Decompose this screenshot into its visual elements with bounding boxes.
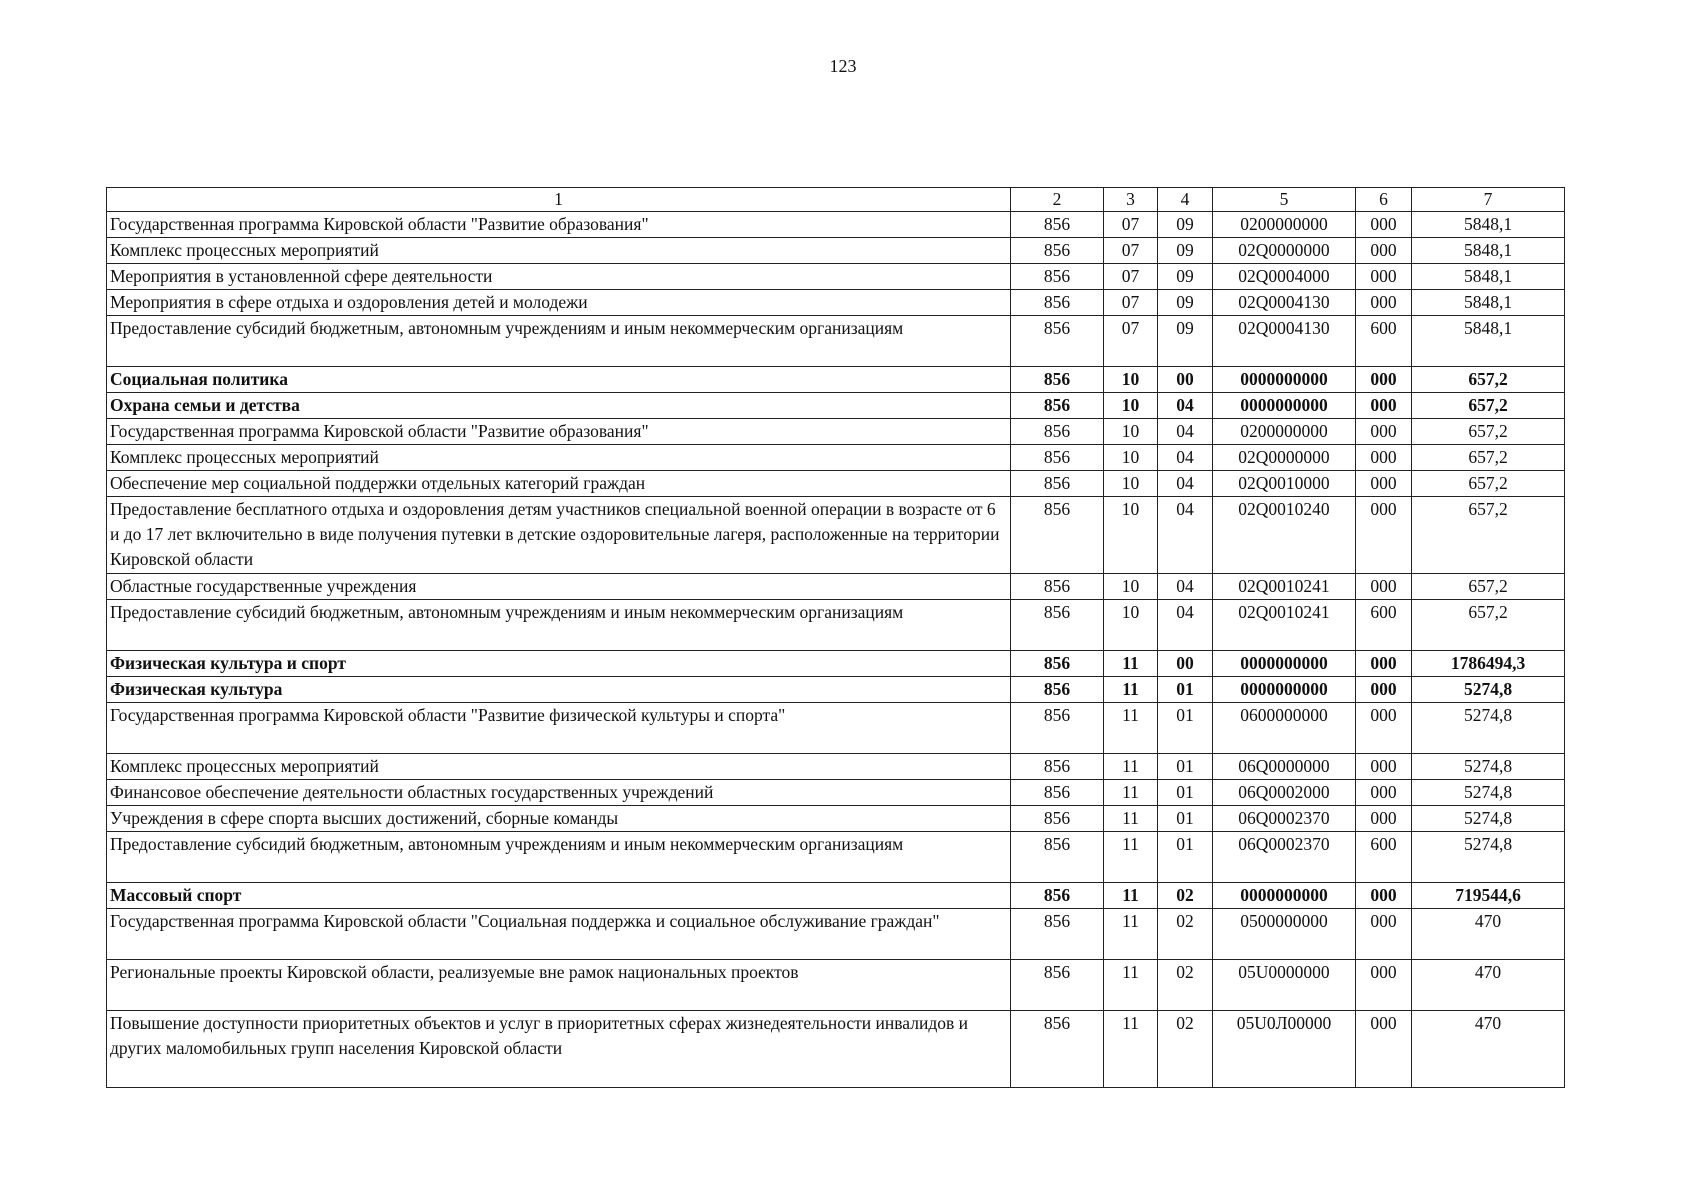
cell-col-5: 0600000000 [1213, 703, 1356, 754]
cell-col-6: 000 [1356, 703, 1412, 754]
cell-col-4: 02 [1158, 909, 1213, 960]
cell-col-4: 04 [1158, 471, 1213, 497]
cell-col-6: 000 [1356, 212, 1412, 238]
cell-col-2: 856 [1011, 445, 1104, 471]
cell-col-6: 000 [1356, 290, 1412, 316]
cell-col-6: 000 [1356, 419, 1412, 445]
row-name-cell: Финансовое обеспечение деятельности областных государственных учреждений [107, 780, 1011, 806]
row-name-cell: Государственная программа Кировской области "Социальная поддержка и социальное обслуживание граждан" [107, 909, 1011, 960]
cell-col-6: 000 [1356, 1011, 1412, 1088]
header-cell: 6 [1356, 188, 1412, 212]
table-row [107, 677, 1565, 703]
table-row [107, 574, 1565, 600]
cell-col-2: 856 [1011, 471, 1104, 497]
row-name-cell: Мероприятия в установленной сфере деятельности [107, 264, 1011, 290]
cell-col-6: 000 [1356, 264, 1412, 290]
cell-col-4: 09 [1158, 238, 1213, 264]
cell-col-5: 02Q0010241 [1213, 574, 1356, 600]
row-name-cell: Предоставление субсидий бюджетным, автономным учреждениям и иным некоммерческим организациям [107, 832, 1011, 883]
table-row [107, 445, 1565, 471]
cell-col-7: 657,2 [1412, 445, 1565, 471]
table-row [107, 393, 1565, 419]
cell-col-4: 09 [1158, 212, 1213, 238]
table-header-row [107, 188, 1565, 212]
row-name-cell: Региональные проекты Кировской области, реализуемые вне рамок национальных проектов [107, 960, 1011, 1011]
cell-col-3: 11 [1104, 883, 1158, 909]
cell-col-2: 856 [1011, 909, 1104, 960]
cell-col-5: 05U0000000 [1213, 960, 1356, 1011]
cell-col-3: 07 [1104, 238, 1158, 264]
cell-col-5: 0200000000 [1213, 212, 1356, 238]
cell-col-6: 600 [1356, 316, 1412, 367]
cell-col-4: 04 [1158, 497, 1213, 574]
cell-col-6: 000 [1356, 367, 1412, 393]
cell-col-3: 11 [1104, 832, 1158, 883]
cell-col-3: 10 [1104, 367, 1158, 393]
cell-col-2: 856 [1011, 497, 1104, 574]
cell-col-4: 01 [1158, 806, 1213, 832]
cell-col-6: 000 [1356, 883, 1412, 909]
cell-col-3: 10 [1104, 419, 1158, 445]
cell-col-5: 0000000000 [1213, 651, 1356, 677]
cell-col-3: 07 [1104, 212, 1158, 238]
table-row [107, 600, 1565, 651]
cell-col-6: 600 [1356, 600, 1412, 651]
cell-col-2: 856 [1011, 367, 1104, 393]
cell-col-7: 5848,1 [1412, 212, 1565, 238]
table-row [107, 497, 1565, 574]
cell-col-3: 10 [1104, 574, 1158, 600]
cell-col-7: 5848,1 [1412, 290, 1565, 316]
cell-col-5: 06Q0002370 [1213, 806, 1356, 832]
cell-col-3: 10 [1104, 497, 1158, 574]
cell-col-6: 000 [1356, 754, 1412, 780]
cell-col-7: 470 [1412, 1011, 1565, 1088]
row-name-cell: Мероприятия в сфере отдыха и оздоровления детей и молодежи [107, 290, 1011, 316]
cell-col-5: 0000000000 [1213, 883, 1356, 909]
row-name-cell: Государственная программа Кировской области "Развитие образования" [107, 419, 1011, 445]
cell-col-5: 02Q0000000 [1213, 445, 1356, 471]
cell-col-2: 856 [1011, 1011, 1104, 1088]
cell-col-4: 01 [1158, 703, 1213, 754]
cell-col-6: 000 [1356, 445, 1412, 471]
cell-col-7: 657,2 [1412, 419, 1565, 445]
cell-col-3: 11 [1104, 754, 1158, 780]
cell-col-3: 10 [1104, 471, 1158, 497]
cell-col-7: 657,2 [1412, 471, 1565, 497]
cell-col-6: 000 [1356, 651, 1412, 677]
cell-col-7: 470 [1412, 960, 1565, 1011]
cell-col-6: 000 [1356, 238, 1412, 264]
cell-col-7: 5848,1 [1412, 316, 1565, 367]
cell-col-3: 11 [1104, 703, 1158, 754]
row-name-cell: Государственная программа Кировской области "Развитие физической культуры и спорта" [107, 703, 1011, 754]
cell-col-3: 10 [1104, 445, 1158, 471]
cell-col-6: 000 [1356, 677, 1412, 703]
cell-col-3: 07 [1104, 264, 1158, 290]
row-name-cell: Предоставление субсидий бюджетным, автономным учреждениям и иным некоммерческим организациям [107, 600, 1011, 651]
header-cell: 2 [1011, 188, 1104, 212]
header-cell: 5 [1213, 188, 1356, 212]
row-name-cell: Физическая культура и спорт [107, 651, 1011, 677]
header-cell: 4 [1158, 188, 1213, 212]
cell-col-4: 00 [1158, 651, 1213, 677]
cell-col-2: 856 [1011, 316, 1104, 367]
table-row [107, 703, 1565, 754]
cell-col-6: 000 [1356, 780, 1412, 806]
cell-col-4: 04 [1158, 600, 1213, 651]
cell-col-2: 856 [1011, 290, 1104, 316]
cell-col-4: 02 [1158, 960, 1213, 1011]
cell-col-6: 600 [1356, 832, 1412, 883]
cell-col-3: 07 [1104, 316, 1158, 367]
cell-col-6: 000 [1356, 574, 1412, 600]
budget-table [106, 187, 1565, 1088]
cell-col-2: 856 [1011, 832, 1104, 883]
cell-col-6: 000 [1356, 393, 1412, 419]
header-cell: 3 [1104, 188, 1158, 212]
cell-col-5: 02Q0010240 [1213, 497, 1356, 574]
cell-col-2: 856 [1011, 780, 1104, 806]
cell-col-7: 5848,1 [1412, 264, 1565, 290]
cell-col-7: 5274,8 [1412, 677, 1565, 703]
table-row [107, 471, 1565, 497]
cell-col-2: 856 [1011, 393, 1104, 419]
header-cell: 1 [107, 188, 1011, 212]
table-row [107, 832, 1565, 883]
table-row [107, 367, 1565, 393]
cell-col-5: 0200000000 [1213, 419, 1356, 445]
header-cell: 7 [1412, 188, 1565, 212]
cell-col-5: 0500000000 [1213, 909, 1356, 960]
cell-col-3: 07 [1104, 290, 1158, 316]
cell-col-3: 10 [1104, 600, 1158, 651]
cell-col-6: 000 [1356, 806, 1412, 832]
cell-col-7: 5274,8 [1412, 806, 1565, 832]
cell-col-2: 856 [1011, 574, 1104, 600]
table-row [107, 238, 1565, 264]
row-name-cell: Предоставление бесплатного отдыха и оздоровления детям участников специальной военной операции в возрасте от 6 и до 17 лет включительно в виде получения путевки в детские оздоровительные лагеря, расположенные на территории Кировской области [107, 497, 1011, 574]
cell-col-2: 856 [1011, 212, 1104, 238]
cell-col-5: 05U0Л00000 [1213, 1011, 1356, 1088]
cell-col-4: 09 [1158, 290, 1213, 316]
row-name-cell: Физическая культура [107, 677, 1011, 703]
cell-col-7: 657,2 [1412, 367, 1565, 393]
row-name-cell: Государственная программа Кировской области "Развитие образования" [107, 212, 1011, 238]
table-row [107, 264, 1565, 290]
cell-col-5: 02Q0010000 [1213, 471, 1356, 497]
row-name-cell: Областные государственные учреждения [107, 574, 1011, 600]
cell-col-5: 0000000000 [1213, 367, 1356, 393]
cell-col-4: 04 [1158, 419, 1213, 445]
cell-col-7: 1786494,3 [1412, 651, 1565, 677]
row-name-cell: Комплекс процессных мероприятий [107, 238, 1011, 264]
cell-col-3: 10 [1104, 393, 1158, 419]
cell-col-2: 856 [1011, 754, 1104, 780]
cell-col-5: 02Q0004000 [1213, 264, 1356, 290]
row-name-cell: Повышение доступности приоритетных объектов и услуг в приоритетных сферах жизнедеятельности инвалидов и других маломобильных групп населения Кировской области [107, 1011, 1011, 1088]
page-number: 123 [829, 56, 857, 76]
cell-col-2: 856 [1011, 264, 1104, 290]
cell-col-6: 000 [1356, 909, 1412, 960]
cell-col-2: 856 [1011, 703, 1104, 754]
table-row [107, 883, 1565, 909]
table-row [107, 909, 1565, 960]
cell-col-2: 856 [1011, 883, 1104, 909]
cell-col-4: 04 [1158, 445, 1213, 471]
cell-col-5: 02Q0004130 [1213, 290, 1356, 316]
cell-col-4: 04 [1158, 574, 1213, 600]
row-name-cell: Массовый спорт [107, 883, 1011, 909]
table-row [107, 806, 1565, 832]
cell-col-4: 02 [1158, 1011, 1213, 1088]
cell-col-6: 000 [1356, 471, 1412, 497]
table-row [107, 960, 1565, 1011]
cell-col-4: 02 [1158, 883, 1213, 909]
cell-col-6: 000 [1356, 497, 1412, 574]
table-body [107, 188, 1565, 1088]
cell-col-5: 02Q0004130 [1213, 316, 1356, 367]
cell-col-2: 856 [1011, 419, 1104, 445]
cell-col-2: 856 [1011, 651, 1104, 677]
cell-col-7: 5274,8 [1412, 754, 1565, 780]
cell-col-7: 5274,8 [1412, 703, 1565, 754]
cell-col-5: 06Q0002000 [1213, 780, 1356, 806]
row-name-cell: Социальная политика [107, 367, 1011, 393]
cell-col-3: 11 [1104, 651, 1158, 677]
cell-col-2: 856 [1011, 806, 1104, 832]
row-name-cell: Учреждения в сфере спорта высших достижений, сборные команды [107, 806, 1011, 832]
cell-col-4: 04 [1158, 393, 1213, 419]
table-row [107, 212, 1565, 238]
cell-col-4: 01 [1158, 832, 1213, 883]
cell-col-3: 11 [1104, 677, 1158, 703]
table-row [107, 1011, 1565, 1088]
cell-col-4: 01 [1158, 780, 1213, 806]
row-name-cell: Предоставление субсидий бюджетным, автономным учреждениям и иным некоммерческим организациям [107, 316, 1011, 367]
cell-col-3: 11 [1104, 780, 1158, 806]
row-name-cell: Обеспечение мер социальной поддержки отдельных категорий граждан [107, 471, 1011, 497]
cell-col-7: 5274,8 [1412, 832, 1565, 883]
row-name-cell: Комплекс процессных мероприятий [107, 754, 1011, 780]
table-row [107, 419, 1565, 445]
cell-col-4: 09 [1158, 264, 1213, 290]
cell-col-4: 01 [1158, 677, 1213, 703]
cell-col-5: 0000000000 [1213, 393, 1356, 419]
cell-col-5: 02Q0000000 [1213, 238, 1356, 264]
cell-col-4: 01 [1158, 754, 1213, 780]
table-row [107, 290, 1565, 316]
cell-col-2: 856 [1011, 600, 1104, 651]
cell-col-7: 5274,8 [1412, 780, 1565, 806]
cell-col-4: 00 [1158, 367, 1213, 393]
table-row [107, 316, 1565, 367]
cell-col-5: 0000000000 [1213, 677, 1356, 703]
cell-col-7: 719544,6 [1412, 883, 1565, 909]
row-name-cell: Комплекс процессных мероприятий [107, 445, 1011, 471]
cell-col-5: 06Q0002370 [1213, 832, 1356, 883]
cell-col-2: 856 [1011, 960, 1104, 1011]
table-row [107, 651, 1565, 677]
cell-col-6: 000 [1356, 960, 1412, 1011]
table-row [107, 754, 1565, 780]
table-row [107, 780, 1565, 806]
cell-col-2: 856 [1011, 238, 1104, 264]
cell-col-7: 657,2 [1412, 600, 1565, 651]
cell-col-3: 11 [1104, 909, 1158, 960]
cell-col-7: 657,2 [1412, 393, 1565, 419]
cell-col-7: 657,2 [1412, 497, 1565, 574]
cell-col-3: 11 [1104, 806, 1158, 832]
row-name-cell: Охрана семьи и детства [107, 393, 1011, 419]
cell-col-7: 470 [1412, 909, 1565, 960]
cell-col-5: 06Q0000000 [1213, 754, 1356, 780]
cell-col-7: 657,2 [1412, 574, 1565, 600]
cell-col-3: 11 [1104, 1011, 1158, 1088]
cell-col-4: 09 [1158, 316, 1213, 367]
cell-col-2: 856 [1011, 677, 1104, 703]
cell-col-5: 02Q0010241 [1213, 600, 1356, 651]
cell-col-7: 5848,1 [1412, 238, 1565, 264]
cell-col-3: 11 [1104, 960, 1158, 1011]
